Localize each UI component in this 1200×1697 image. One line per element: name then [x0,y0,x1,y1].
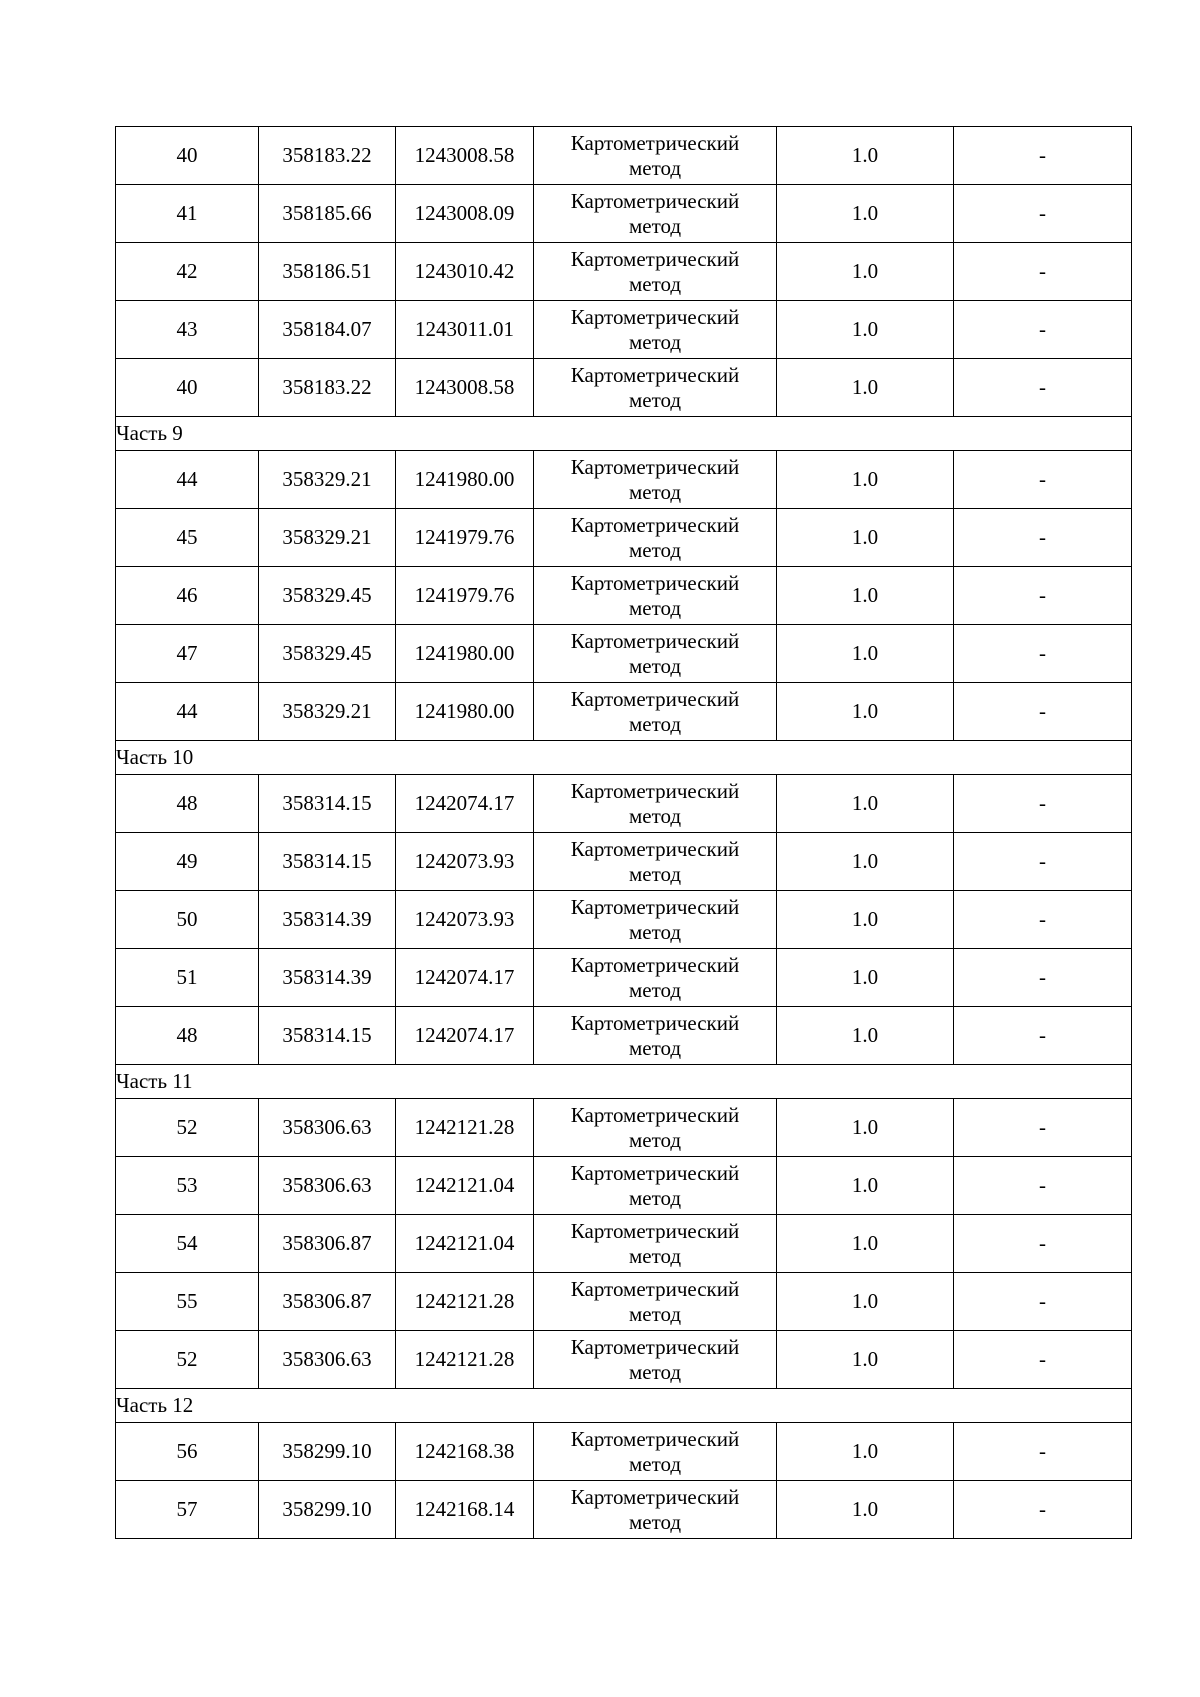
x-coordinate-cell: 358314.39 [259,891,396,949]
y-coordinate-cell: 1242074.17 [396,949,534,1007]
method-cell [534,1007,777,1065]
method-line-1: Картометрический [570,1160,740,1185]
part-label: Часть 12 [116,1389,1132,1423]
accuracy-cell: 1.0 [777,775,954,833]
accuracy-cell: 1.0 [777,1007,954,1065]
note-cell: - [954,451,1132,509]
accuracy-cell: 1.0 [777,301,954,359]
method-line-1: Картометрический [570,836,740,861]
accuracy-cell: 1.0 [777,1273,954,1331]
x-coordinate-cell: 358329.21 [259,683,396,741]
part-header-row [116,417,1132,451]
note-cell: - [954,185,1132,243]
point-number-cell: 52 [116,1331,259,1389]
table-row [116,1157,1132,1215]
method-cell [534,1273,777,1331]
method-line-2: метод [628,1035,682,1060]
table-row [116,567,1132,625]
method-line-2: метод [628,1127,682,1152]
method-cell [534,625,777,683]
point-number-cell: 47 [116,625,259,683]
method-line-1: Картометрический [570,512,740,537]
method-line-2: метод [628,1509,682,1534]
method-line-2: метод [628,861,682,886]
x-coordinate-cell: 358186.51 [259,243,396,301]
table-row [116,891,1132,949]
method-line-2: метод [628,479,682,504]
y-coordinate-cell: 1242121.28 [396,1099,534,1157]
y-coordinate-cell: 1241980.00 [396,683,534,741]
y-coordinate-cell: 1243011.01 [396,301,534,359]
method-cell [534,1099,777,1157]
method-cell [534,185,777,243]
x-coordinate-cell: 358329.45 [259,625,396,683]
point-number-cell: 48 [116,775,259,833]
method-line-2: метод [628,271,682,296]
table-row [116,509,1132,567]
method-cell [534,1481,777,1539]
method-line-2: метод [628,977,682,1002]
part-header-row [116,741,1132,775]
x-coordinate-cell: 358314.15 [259,775,396,833]
note-cell: - [954,243,1132,301]
note-cell: - [954,1481,1132,1539]
method-line-1: Картометрический [570,1218,740,1243]
point-number-cell: 55 [116,1273,259,1331]
accuracy-cell: 1.0 [777,509,954,567]
method-cell [534,833,777,891]
x-coordinate-cell: 358306.87 [259,1273,396,1331]
method-cell [534,949,777,1007]
method-line-2: метод [628,919,682,944]
y-coordinate-cell: 1242073.93 [396,891,534,949]
coordinates-table-body [116,127,1132,1539]
table-row [116,683,1132,741]
method-cell [534,683,777,741]
method-line-1: Картометрический [570,1484,740,1509]
method-line-2: метод [628,213,682,238]
point-number-cell: 40 [116,127,259,185]
part-label: Часть 9 [116,417,1132,451]
point-number-cell: 44 [116,683,259,741]
method-line-1: Картометрический [570,1102,740,1127]
accuracy-cell: 1.0 [777,625,954,683]
note-cell: - [954,1007,1132,1065]
note-cell: - [954,891,1132,949]
y-coordinate-cell: 1242074.17 [396,1007,534,1065]
table-row [116,301,1132,359]
accuracy-cell: 1.0 [777,185,954,243]
method-line-2: метод [628,537,682,562]
point-number-cell: 43 [116,301,259,359]
table-row [116,127,1132,185]
method-cell [534,359,777,417]
accuracy-cell: 1.0 [777,1099,954,1157]
method-line-1: Картометрический [570,1010,740,1035]
y-coordinate-cell: 1243008.58 [396,127,534,185]
method-line-2: метод [628,653,682,678]
x-coordinate-cell: 358306.63 [259,1099,396,1157]
table-row [116,243,1132,301]
part-label: Часть 10 [116,741,1132,775]
method-line-2: метод [628,803,682,828]
table-row [116,1215,1132,1273]
point-number-cell: 49 [116,833,259,891]
method-cell [534,567,777,625]
method-line-2: метод [628,387,682,412]
x-coordinate-cell: 358183.22 [259,127,396,185]
point-number-cell: 57 [116,1481,259,1539]
method-cell [534,1423,777,1481]
note-cell: - [954,1157,1132,1215]
point-number-cell: 44 [116,451,259,509]
method-cell [534,243,777,301]
x-coordinate-cell: 358329.21 [259,509,396,567]
x-coordinate-cell: 358184.07 [259,301,396,359]
point-number-cell: 50 [116,891,259,949]
method-line-2: метод [628,155,682,180]
accuracy-cell: 1.0 [777,127,954,185]
y-coordinate-cell: 1242073.93 [396,833,534,891]
accuracy-cell: 1.0 [777,683,954,741]
y-coordinate-cell: 1243008.09 [396,185,534,243]
note-cell: - [954,1273,1132,1331]
x-coordinate-cell: 358185.66 [259,185,396,243]
y-coordinate-cell: 1243010.42 [396,243,534,301]
method-cell [534,1215,777,1273]
method-line-1: Картометрический [570,1334,740,1359]
point-number-cell: 51 [116,949,259,1007]
method-line-2: метод [628,1359,682,1384]
table-row [116,1099,1132,1157]
accuracy-cell: 1.0 [777,1481,954,1539]
y-coordinate-cell: 1243008.58 [396,359,534,417]
note-cell: - [954,301,1132,359]
accuracy-cell: 1.0 [777,1331,954,1389]
method-cell [534,451,777,509]
accuracy-cell: 1.0 [777,949,954,1007]
part-header-row [116,1065,1132,1099]
note-cell: - [954,683,1132,741]
method-line-1: Картометрический [570,304,740,329]
y-coordinate-cell: 1242168.14 [396,1481,534,1539]
table-row [116,1423,1132,1481]
method-cell [534,775,777,833]
note-cell: - [954,775,1132,833]
y-coordinate-cell: 1241979.76 [396,509,534,567]
x-coordinate-cell: 358314.39 [259,949,396,1007]
method-line-1: Картометрический [570,188,740,213]
table-row [116,451,1132,509]
method-line-1: Картометрический [570,778,740,803]
y-coordinate-cell: 1241979.76 [396,567,534,625]
x-coordinate-cell: 358183.22 [259,359,396,417]
y-coordinate-cell: 1242121.28 [396,1273,534,1331]
method-line-1: Картометрический [570,130,740,155]
part-header-row [116,1389,1132,1423]
method-line-1: Картометрический [570,628,740,653]
x-coordinate-cell: 358299.10 [259,1481,396,1539]
y-coordinate-cell: 1242074.17 [396,775,534,833]
point-number-cell: 53 [116,1157,259,1215]
note-cell: - [954,567,1132,625]
y-coordinate-cell: 1241980.00 [396,625,534,683]
note-cell: - [954,625,1132,683]
method-line-1: Картометрический [570,1276,740,1301]
accuracy-cell: 1.0 [777,243,954,301]
method-cell [534,301,777,359]
method-line-2: метод [628,1451,682,1476]
x-coordinate-cell: 358329.21 [259,451,396,509]
point-number-cell: 56 [116,1423,259,1481]
x-coordinate-cell: 358329.45 [259,567,396,625]
method-line-2: метод [628,329,682,354]
note-cell: - [954,949,1132,1007]
note-cell: - [954,509,1132,567]
table-row [116,833,1132,891]
point-number-cell: 52 [116,1099,259,1157]
table-row [116,1481,1132,1539]
note-cell: - [954,1215,1132,1273]
method-cell [534,1331,777,1389]
table-row [116,625,1132,683]
x-coordinate-cell: 358314.15 [259,833,396,891]
x-coordinate-cell: 358306.63 [259,1157,396,1215]
accuracy-cell: 1.0 [777,451,954,509]
point-number-cell: 54 [116,1215,259,1273]
x-coordinate-cell: 358299.10 [259,1423,396,1481]
method-cell [534,509,777,567]
accuracy-cell: 1.0 [777,567,954,625]
accuracy-cell: 1.0 [777,891,954,949]
y-coordinate-cell: 1242121.04 [396,1215,534,1273]
method-line-2: метод [628,711,682,736]
accuracy-cell: 1.0 [777,359,954,417]
point-number-cell: 40 [116,359,259,417]
y-coordinate-cell: 1242121.04 [396,1157,534,1215]
coordinates-table [115,126,1132,1539]
note-cell: - [954,359,1132,417]
point-number-cell: 48 [116,1007,259,1065]
method-cell [534,891,777,949]
x-coordinate-cell: 358314.15 [259,1007,396,1065]
part-label: Часть 11 [116,1065,1132,1099]
method-line-2: метод [628,1301,682,1326]
method-line-1: Картометрический [570,952,740,977]
method-line-1: Картометрический [570,246,740,271]
method-line-1: Картометрический [570,894,740,919]
point-number-cell: 42 [116,243,259,301]
y-coordinate-cell: 1242168.38 [396,1423,534,1481]
note-cell: - [954,1331,1132,1389]
method-cell [534,127,777,185]
x-coordinate-cell: 358306.87 [259,1215,396,1273]
table-row [116,775,1132,833]
method-line-1: Картометрический [570,570,740,595]
y-coordinate-cell: 1241980.00 [396,451,534,509]
method-line-1: Картометрический [570,686,740,711]
method-line-1: Картометрический [570,362,740,387]
table-row [116,1007,1132,1065]
table-row [116,185,1132,243]
point-number-cell: 46 [116,567,259,625]
table-row [116,949,1132,1007]
point-number-cell: 45 [116,509,259,567]
table-row [116,359,1132,417]
table-row [116,1273,1132,1331]
note-cell: - [954,1423,1132,1481]
table-row [116,1331,1132,1389]
x-coordinate-cell: 358306.63 [259,1331,396,1389]
method-line-1: Картометрический [570,1426,740,1451]
point-number-cell: 41 [116,185,259,243]
y-coordinate-cell: 1242121.28 [396,1331,534,1389]
accuracy-cell: 1.0 [777,1423,954,1481]
method-line-2: метод [628,1185,682,1210]
accuracy-cell: 1.0 [777,1157,954,1215]
method-line-2: метод [628,1243,682,1268]
accuracy-cell: 1.0 [777,1215,954,1273]
method-line-1: Картометрический [570,454,740,479]
note-cell: - [954,833,1132,891]
note-cell: - [954,1099,1132,1157]
accuracy-cell: 1.0 [777,833,954,891]
method-line-2: метод [628,595,682,620]
note-cell: - [954,127,1132,185]
method-cell [534,1157,777,1215]
